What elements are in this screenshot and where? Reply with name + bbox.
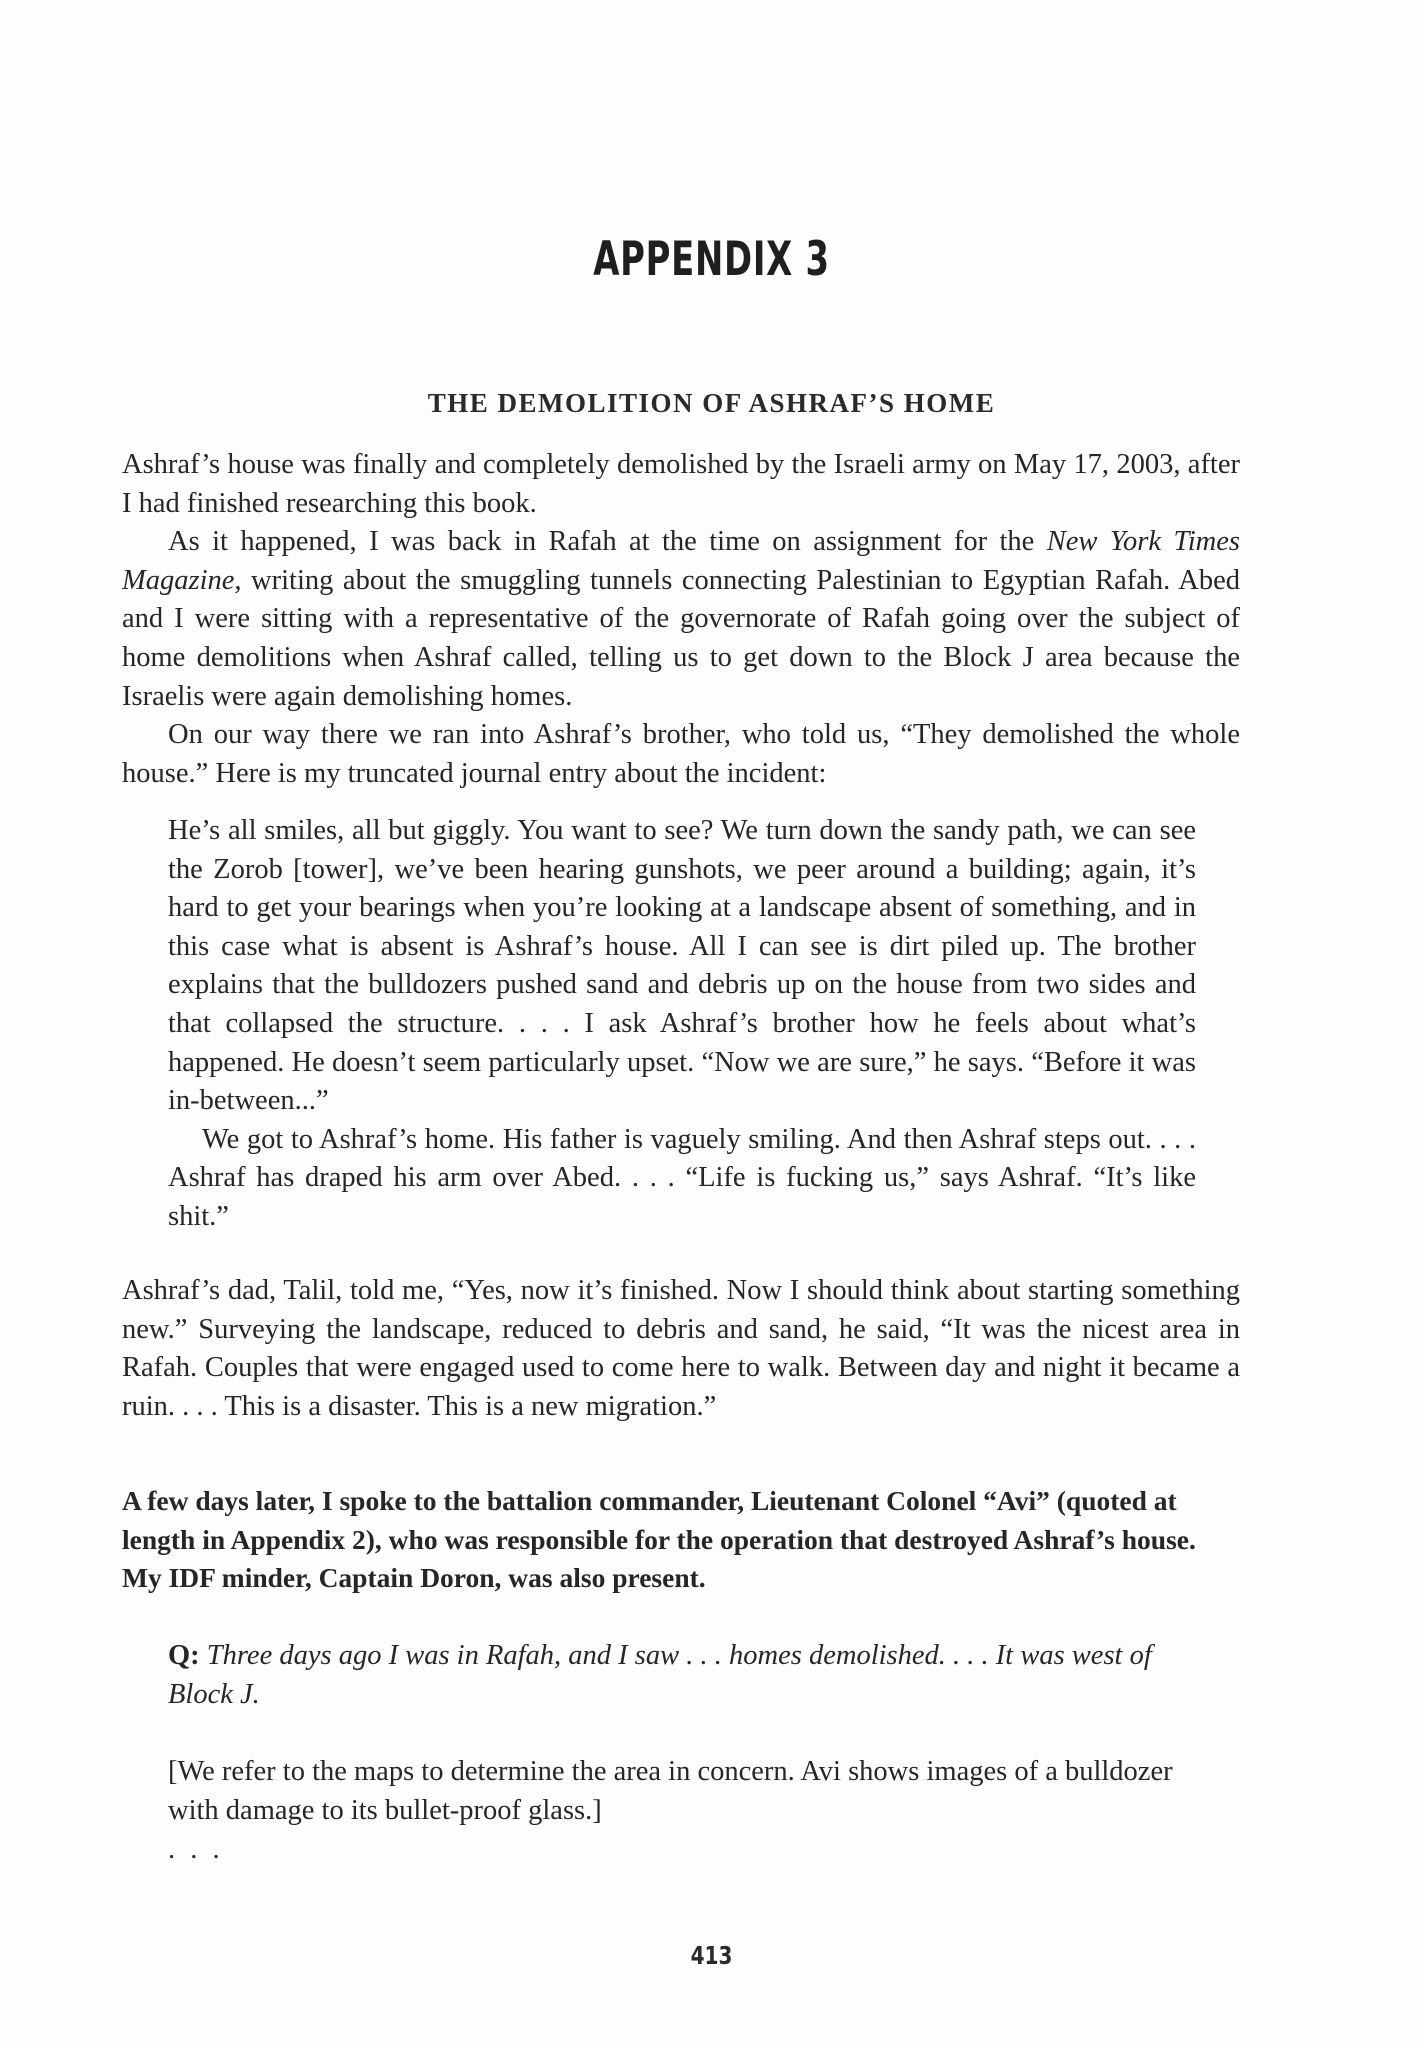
interview-note — [168, 1753, 1196, 1830]
interview-question — [168, 1637, 1196, 1714]
intro-paragraph-2-start: As it happened, I was back in Rafah at the time on assignment for the — [168, 526, 1047, 558]
commander-intro: A few days later, I spoke to the battalion commander, Lieutenant Colonel “Avi” (quoted at length in Appendix 2), who was responsible for the operation that destroyed Ashraf’s house. My IDF minder, Captain Doron, was also present. — [122, 1485, 1196, 1594]
father-quote-paragraph — [122, 1272, 1240, 1426]
father-quote: Ashraf’s dad, Talil, told me, “Yes, now it’s finished. Now I should think about starting something new.” Surveying the landscape, reduced to debris and sand, he said, “It was the nicest area in Rafah. Couples that were engaged used to come here to walk. Between day and night it became a ruin. . . . This is a disaster. This is a new migration.” — [122, 1275, 1240, 1422]
journal-entry — [168, 812, 1196, 1237]
commander-intro-paragraph — [122, 1482, 1240, 1598]
journal-paragraph-2: We got to Ashraf’s home. His father is vaguely smiling. And then Ashraf steps out. . . . Ashraf has draped his arm over Abed. . . . “Life is fucking us,” says Ashraf. “It’s like shit.” — [168, 1123, 1196, 1232]
question-label: Q: — [168, 1640, 200, 1671]
intro-text — [122, 446, 1240, 793]
intro-paragraph-2 — [122, 523, 1240, 716]
bracketed-note: [We refer to the maps to determine the area in concern. Avi shows images of a bulldozer with damage to its bullet-proof glass.] — [168, 1756, 1173, 1826]
intro-paragraph-1: Ashraf’s house was finally and completely demolished by the Israeli army on May 17, 2003, after I had finished researching this book. — [122, 449, 1240, 519]
section-subheading: THE DEMOLITION OF ASHRAF’S HOME — [427, 388, 996, 418]
page-number: 413 — [690, 1941, 733, 1970]
ellipsis: . . . — [168, 1834, 224, 1865]
appendix-heading: APPENDIX 3 — [593, 232, 830, 287]
intro-paragraph-2-end: writing about the smuggling tunnels connecting Palestinian to Egyptian Rafah. Abed and I were sitting with a representative of the governorate of Rafah going over the subject of home demolitions when Ashraf called, telling us to get down to the Block J area because the Israelis were again demolishing homes. — [122, 564, 1240, 712]
intro-paragraph-3: On our way there we ran into Ashraf’s brother, who told us, “They demolished the whole house.” Here is my truncated journal entry about the incident: — [122, 719, 1240, 789]
journal-paragraph-1: He’s all smiles, all but giggly. You want to see? We turn down the sandy path, we can see the Zorob [tower], we’ve been hearing gunshots, we peer around a building; again, it’s hard to get your bearings when you’re looking at a landscape absent of something, and in this case what is absent is Ashraf’s house. All I can see is dirt piled up. The brother explains that the bulldozers pushed sand and debris up on the house from two sides and that collapsed the structure. . . . I ask Ashraf’s brother how he feels about what’s happened. He doesn’t seem particularly upset. “Now we are sure,” he says. “Before it was in-between...” — [168, 815, 1196, 1117]
magazine-title: New York Times Magazine, — [122, 526, 1240, 596]
question-text: Three days ago I was in Rafah, and I saw . . . homes demolished. . . . It was west of Block J. — [168, 1640, 1152, 1710]
